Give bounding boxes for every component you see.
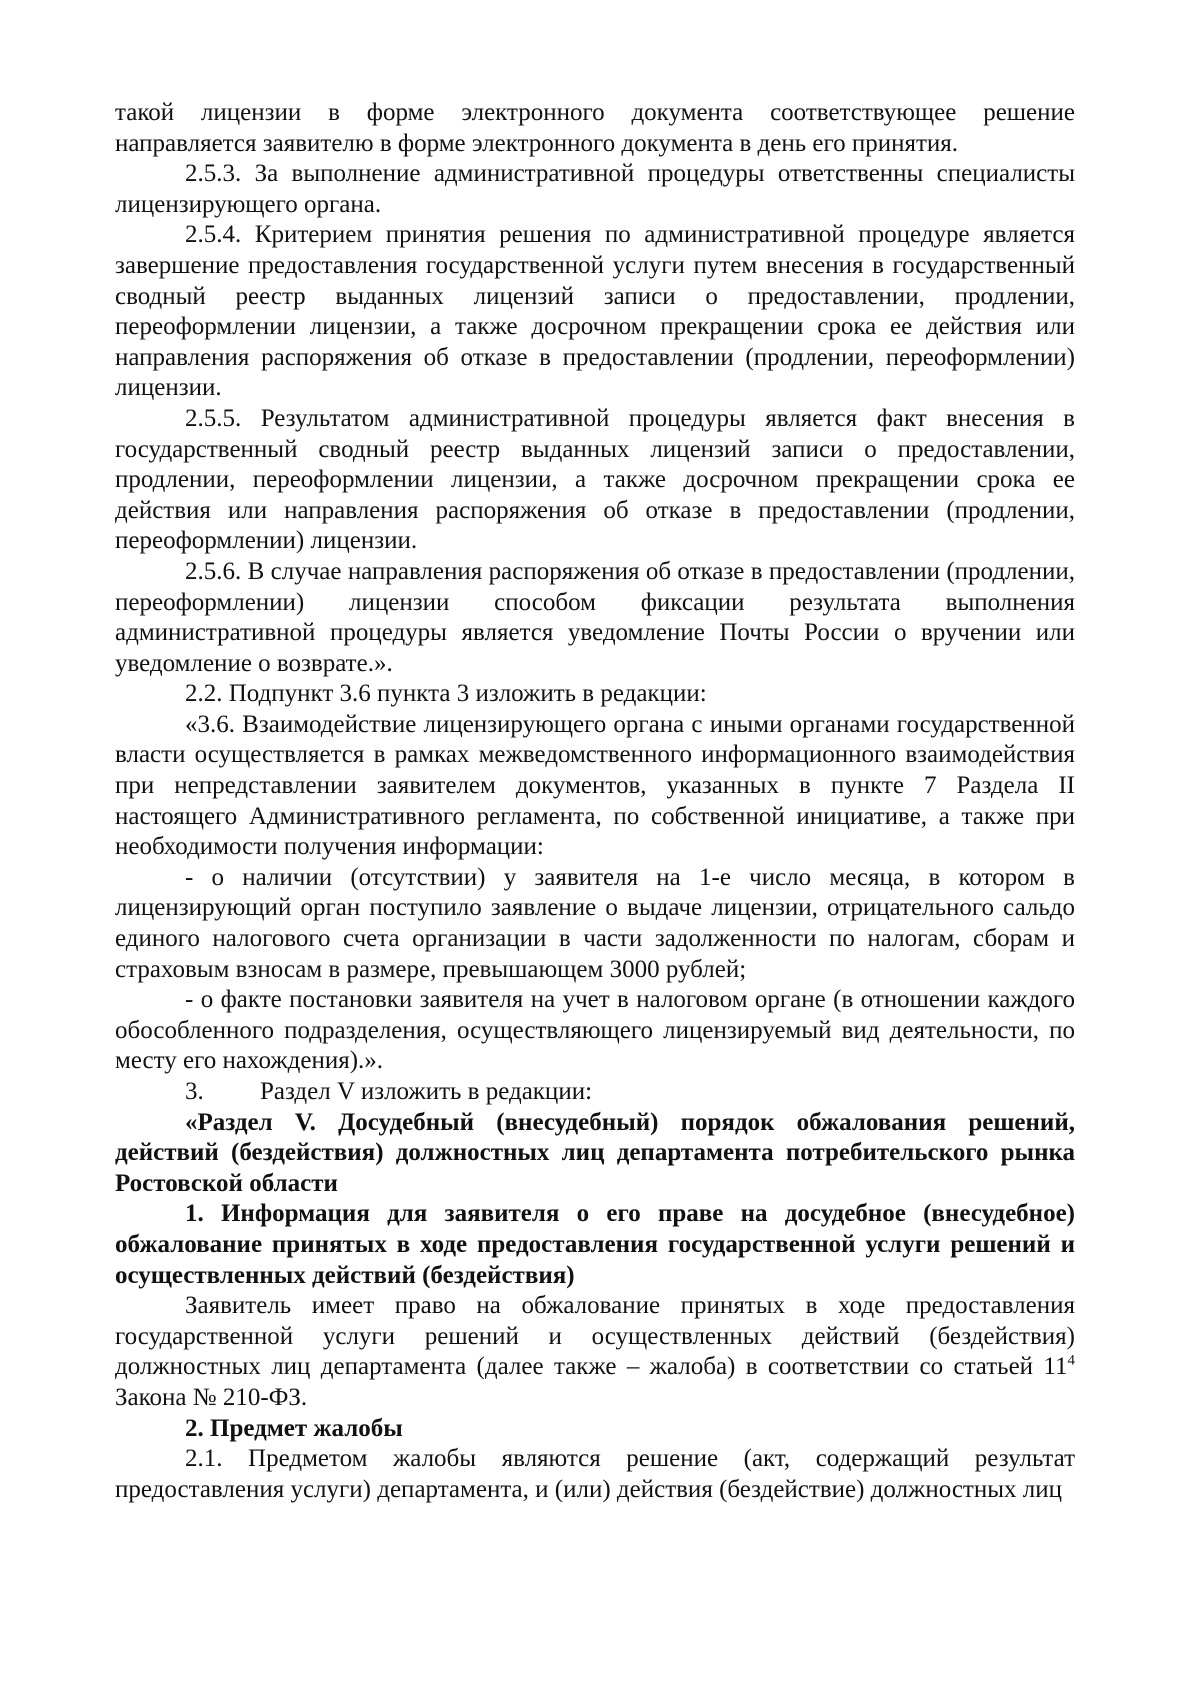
subheading-1: 1. Информация для заявителя о его праве на досудебное (внесудебное) обжалование принятых в ходе предоставления государственной услуги решений и осуществленных действий (бездействия) — [115, 1200, 1075, 1289]
item-3-text: Раздел V изложить в редакции: — [260, 1078, 593, 1105]
paragraph-2-2: 2.2. Подпункт 3.6 пункта 3 изложить в редакции: — [185, 680, 707, 708]
item-3 — [115, 1077, 1075, 1108]
paragraph-appeal-right — [115, 1291, 1075, 1413]
appeal-text: Заявитель имеет право на обжалование принятых в ходе предоставления государственной услуги решений и осуществленных действий (бездействия) должностных лиц департамента (далее также – жалоба) в соответствии со статьей 11 — [115, 1292, 1075, 1381]
paragraph-2-1: 2.1. Предметом жалобы являются решение (акт, содержащий результат предоставления услуги) департамента, и (или) действия (бездействие) должностных лиц — [115, 1445, 1075, 1503]
appeal-tail: Закона № 210-ФЗ. — [115, 1383, 308, 1411]
article-superscript: 4 — [1067, 1353, 1075, 1370]
list-item-tax-balance: - о наличии (отсутствии) у заявителя на 1-е число месяца, в котором в лицензирующий орган поступило заявление о выдаче лицензии, отрицательного сальдо единого налогового счета организации в части задолженности по налогам, сборам и страховым взносам в размере, превышающем 3000 рублей; — [115, 863, 1075, 983]
paragraph-2-5-3: 2.5.3. За выполнение административной процедуры ответственны специалисты лицензирующего органа. — [115, 160, 1075, 218]
subheading-2: 2. Предмет жалобы — [185, 1414, 403, 1442]
paragraph-2-5-6: 2.5.6. В случае направления распоряжения об отказе в предоставлении (продлении, переоформлении) лицензии способом фиксации результата выполнения административной процедуры является уведомление Почты России о вручении или уведомление о возврате.». — [115, 557, 1075, 677]
paragraph-2-5-5: 2.5.5. Результатом административной процедуры является факт внесения в государственный сводный реестр выданных лицензий записи о предоставлении, продлении, переоформлении лицензии, а также досрочном прекращении срока ее действия или направления распоряжения об отказе в предоставлении (продлении, переоформлении) лицензии. — [115, 404, 1075, 555]
list-item-tax-registration: - о факте постановки заявителя на учет в налоговом органе (в отношении каждого обособленного подразделения, осуществляющего лицензируемый вид деятельности, по месту его нахождения).». — [115, 986, 1075, 1075]
paragraph-2-5-4: 2.5.4. Критерием принятия решения по административной процедуре является завершение предоставления государственной услуги путем внесения в государственный сводный реестр выданных лицензий записи о предоставлении, продлении, переоформлении лицензии, а также досрочном прекращении срока ее действия или направления распоряжения об отказе в предоставлении (продлении, переоформлении) лицензии. — [115, 221, 1075, 402]
section-heading: «Раздел V. Досудебный (внесудебный) порядок обжалования решений, действий (бездействия) должностных лиц департамента потребительского рынка Ростовской области — [115, 1108, 1075, 1197]
paragraph-continuation: такой лицензии в форме электронного документа соответствующее решение направляется заявителю в форме электронного документа в день его принятия. — [115, 99, 1075, 157]
document-page — [115, 98, 1075, 1505]
item-3-number: 3. — [185, 1078, 204, 1105]
paragraph-3-6: «3.6. Взаимодействие лицензирующего органа с иными органами государственной власти осуществляется в рамках межведомственного информационного взаимодействия при непредставлении заявителем документов, указанных в пункте 7 Раздела II настоящего Административного регламента, по собственной инициативе, а также при необходимости получения информации: — [115, 710, 1075, 861]
